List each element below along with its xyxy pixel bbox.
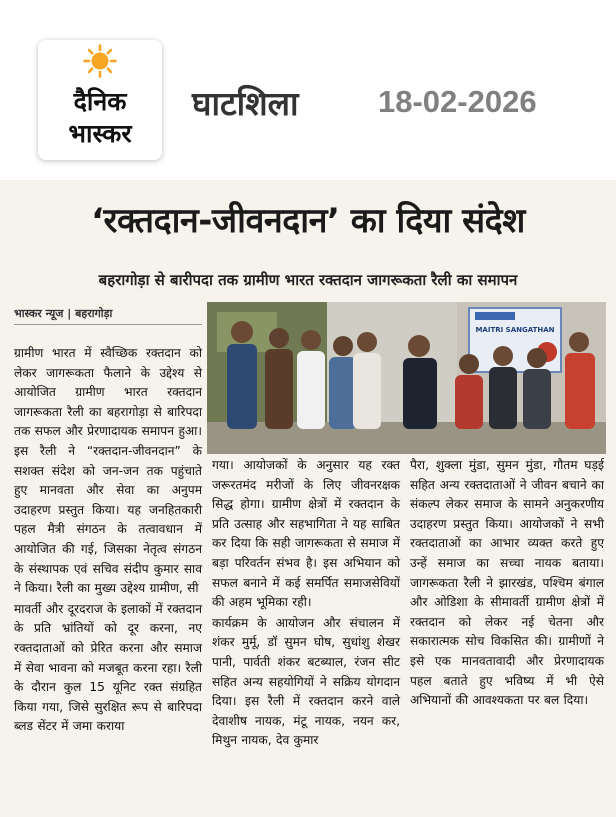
logo-line-2: भास्कर	[68, 119, 132, 148]
group-photo-illustration	[207, 302, 606, 454]
header	[0, 0, 616, 180]
article-photo	[207, 302, 606, 454]
banner-text: MAITRI SANGATHAN	[475, 326, 555, 334]
article-byline: भास्कर न्यूज | बहरागोड़ा	[14, 306, 202, 325]
paragraph: पैरा, शुक्ला मुंडा, सुमन मुंडा, गौतम घड़ई सहित अन्य रक्तदाताओं ने जीवन बचाने का संकल्प लेकर समाज के सामने अनुकरणीय उदाहरण प्रस्तुत किया। आयोजकों ने सभी रक्तदाताओं का आभार व्यक्त करते हुए उन्हें समाज का सच्चा नायक बताया। जागरूकता रैली ने झारखंड, पश्चिम बंगाल और ओडिशा के सीमावर्ती ग्रामीण क्षेत्रों में रक्तदान को लेकर नई चेतना और सकारात्मक सोच विकसित की। ग्रामीणों ने इसे एक मानवतावादी और प्रेरणादायक पहल बताते हुए भविष्य में भी ऐसे अभियानों की आवश्यकता पर बल दिया।	[410, 458, 604, 708]
dainik-bhaskar-logo	[38, 40, 162, 160]
sun-icon	[83, 44, 117, 78]
article-subheadline: बहरागोड़ा से बारीपदा तक ग्रामीण भारत रक्तदान जागरूकता रैली का समापन	[98, 271, 518, 289]
paragraph: ग्रामीण भारत में स्वैच्छिक रक्तदान को लेकर जागरूकता फैलाने के उद्देश्य से आयोजित ग्रामीण भारत रक्तदान जागरूकता रैली का बहरागोड़ा से बारिपदा तक सफल और प्रेरणादायक समापन हुआ। इस रैली ने “रक्तदान-जीवनदान” के सशक्त संदेश को जन-जन तक पहुंचाते हुए मानवता और सेवा का अनुपम उदाहरण प्रस्तुत किया। यह जनहितकारी पहल मैत्री संगठन के तत्वावधान में आयोजित की गई, जिसका नेतृत्व संगठन के संस्थापक एवं सचिव संदीप कुमार साव ने किया। रैली का मुख्य उद्देश्य ग्रामीण, सी	[14, 346, 202, 596]
edition-date: 18-02-2026	[378, 84, 537, 119]
article-headline: ‘रक्तदान-जीवनदान’ का दिया संदेश	[91, 201, 525, 241]
article-column-3	[410, 456, 604, 711]
edition-city: घाटशिला	[192, 84, 299, 123]
article-column-2	[212, 456, 400, 751]
paragraph: मावर्ती और दूरदराज के इलाकों में रक्तदान के प्रति भ्रांतियों को दूर करना, नए रक्तदाताओं को प्रेरित करना और समाज में सेवा भावना को मजबूत करना रहा। रैली के दौरान कुल 15 यूनिट रक्त संग्रहित किया गया, जिसे सुरक्षित रूप से बारिपदा ब्लड सेंटर में जमा कराया	[14, 601, 202, 734]
logo-line-1: दैनिक	[73, 87, 127, 116]
paragraph: कार्यक्रम के आयोजन और संचालन में शंकर मुर्मू, डॉ सुमन घोष, सुधांशु शेखर पानी, पार्वती शंकर बटब्याल, रंजन सीट सहित अन्य सहयोगियों ने सक्रिय योगदान दिया। इस रैली में रक्तदान करने वाले देवाशीष नायक, मंटू नायक, नयन कर, मिथुन नायक, देव कुमार	[212, 615, 400, 748]
article-column-1	[14, 344, 202, 737]
paragraph: गया। आयोजकों के अनुसार यह रक्त जरूरतमंद मरीजों के लिए जीवनरक्षक सिद्ध होगा। ग्रामीण क्षेत्रों में रक्तदान के प्रति उत्साह और सहभागिता ने यह साबित कर दिया कि सही जागरूकता से समाज में बड़ा परिवर्तन संभव है। इस अभियान को सफल बनाने में कई समर्पित समाजसेवियों की अहम भूमिका रही।	[212, 458, 400, 610]
